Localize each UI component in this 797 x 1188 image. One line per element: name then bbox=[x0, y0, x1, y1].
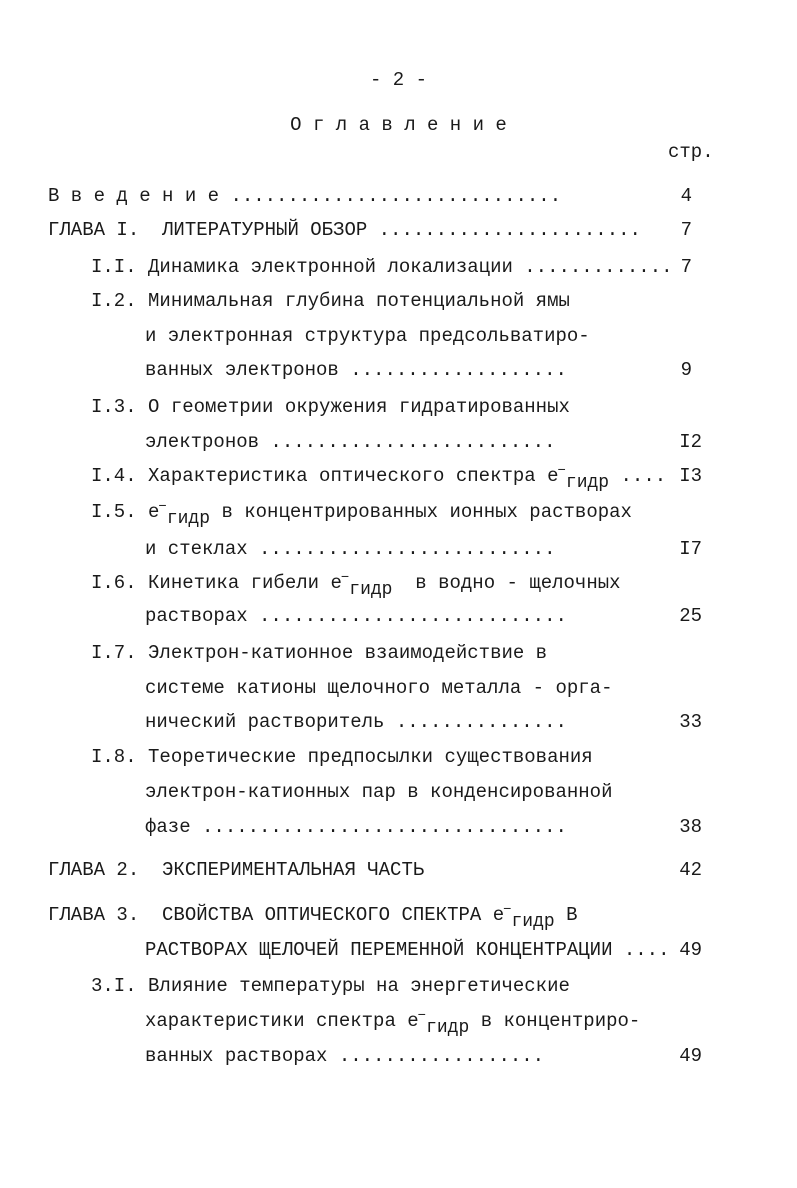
toc-line: и электронная структура предсольватиро- bbox=[145, 325, 590, 347]
page-ref: 38 bbox=[679, 816, 702, 838]
toc-section-1-8[interactable]: I.8. Теоретические предпосылки существования bbox=[91, 746, 593, 768]
toc-section-1-6[interactable]: I.6. Кинетика гибели e−гидр в водно - щелочных bbox=[91, 570, 621, 600]
toc-section-1-3[interactable]: I.3. О геометрии окружения гидратированных bbox=[91, 396, 570, 418]
toc-line: и стеклах .......................... bbox=[145, 538, 556, 560]
page-ref: 42 bbox=[679, 859, 702, 881]
hydrated-electron-symbol: e−гидр bbox=[330, 570, 393, 600]
toc-chapter-2[interactable]: ГЛАВА 2. ЭКСПЕРИМЕНТАЛЬНАЯ ЧАСТЬ bbox=[48, 859, 425, 881]
toc-section-1-2[interactable]: I.2. Минимальная глубина потенциальной ямы bbox=[91, 290, 570, 312]
hydrated-electron-symbol: e−гидр bbox=[492, 902, 555, 932]
toc-line: системе катионы щелочного металла - орга- bbox=[145, 677, 613, 699]
page-title: О г л а в л е н и е bbox=[290, 114, 507, 136]
toc-line: нический растворитель ............... bbox=[145, 711, 567, 733]
toc-section-3-1[interactable]: 3.I. Влияние температуры на энергетические bbox=[91, 975, 570, 997]
page-ref: 49 bbox=[679, 939, 702, 961]
toc-section-1-7[interactable]: I.7. Электрон-катионное взаимодействие в bbox=[91, 642, 548, 664]
page-number: - 2 - bbox=[369, 69, 427, 91]
toc-line: ванных растворах .................. bbox=[145, 1045, 545, 1067]
page-ref: 49 bbox=[679, 1045, 702, 1067]
page-ref: 33 bbox=[679, 711, 702, 733]
toc-line: фазе ................................ bbox=[145, 816, 567, 838]
page-ref: 9 bbox=[680, 359, 692, 381]
toc-section-1-4[interactable]: I.4. Характеристика оптического спектра e−гидр .... bbox=[91, 463, 667, 493]
toc-chapter-1[interactable]: ГЛАВА I. ЛИТЕРАТУРНЫЙ ОБЗОР ....................... bbox=[48, 219, 641, 241]
hydrated-electron-symbol: e−гидр bbox=[407, 1008, 470, 1038]
hydrated-electron-symbol: e−гидр bbox=[547, 463, 610, 493]
toc-line: РАСТВОРАХ ЩЕЛОЧЕЙ ПЕРЕМЕННОЙ КОНЦЕНТРАЦИИ .... bbox=[145, 939, 670, 961]
toc-line: растворах ........................... bbox=[145, 605, 567, 627]
toc-section-1-1[interactable]: I.I. Динамика электронной локализации ............. bbox=[91, 256, 673, 278]
toc-section-1-5[interactable]: I.5. e−гидр в концентрированных ионных растворах bbox=[91, 499, 632, 529]
page-ref: I3 bbox=[679, 465, 702, 487]
page-ref: 4 bbox=[680, 185, 692, 207]
hydrated-electron-symbol: e−гидр bbox=[148, 499, 211, 529]
toc-line: характеристики спектра e−гидр в концентриро- bbox=[145, 1008, 641, 1038]
page-ref: I7 bbox=[679, 538, 702, 560]
toc-chapter-3[interactable]: ГЛАВА 3. СВОЙСТВА ОПТИЧЕСКОГО СПЕКТРА e−гидр В bbox=[48, 902, 578, 932]
page-column-label: стр. bbox=[668, 141, 714, 163]
page-ref: I2 bbox=[679, 431, 702, 453]
page-ref: 25 bbox=[679, 605, 702, 627]
toc-introduction[interactable]: В в е д е н и е ............................. bbox=[48, 185, 562, 207]
toc-line: электрон-катионных пар в конденсированной bbox=[145, 781, 613, 803]
toc-line: ванных электронов ................... bbox=[145, 359, 567, 381]
page-ref: 7 bbox=[680, 256, 692, 278]
page-ref: 7 bbox=[680, 219, 692, 241]
toc-line: электронов ......................... bbox=[145, 431, 556, 453]
